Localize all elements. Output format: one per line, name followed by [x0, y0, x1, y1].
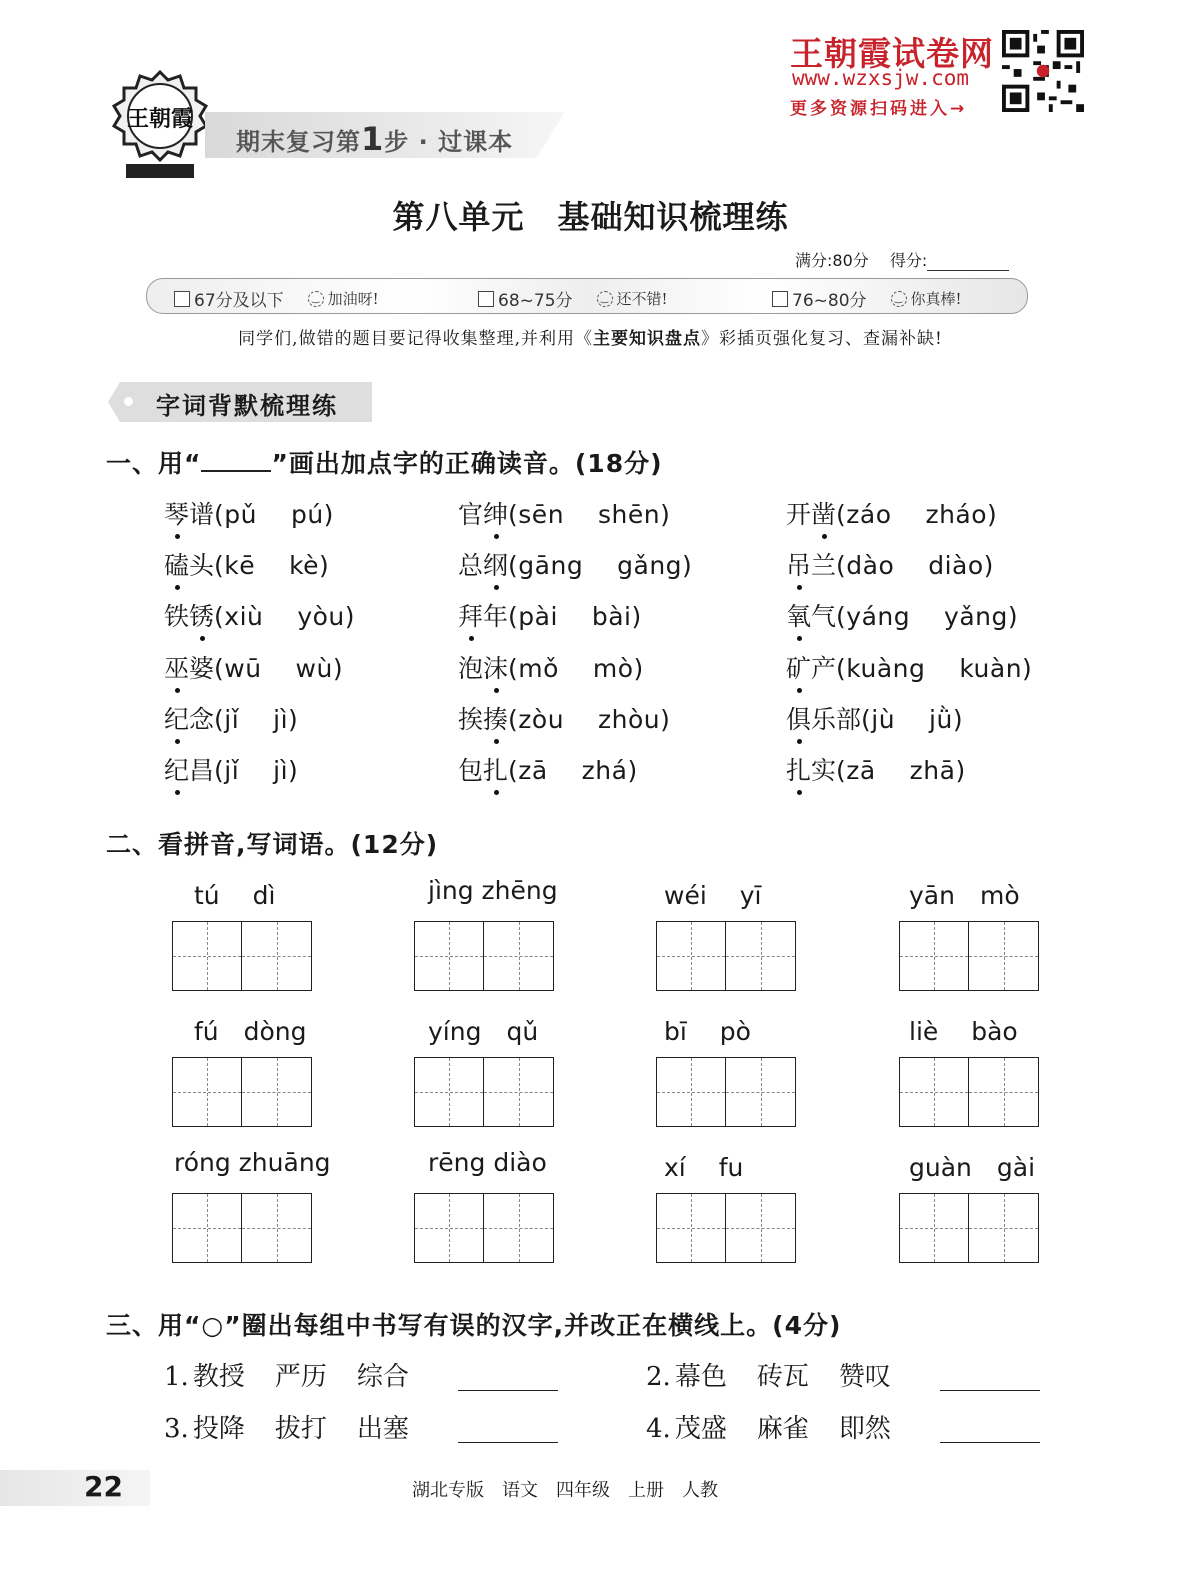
brand-logo-text: 王朝霞 [126, 106, 194, 132]
writing-grid[interactable] [656, 1193, 796, 1263]
pinyin-label: rēng diào [428, 1148, 547, 1177]
pinyin-label: jìng zhēng [428, 876, 558, 905]
reading-item: 挨揍(zòu zhòu) [458, 705, 671, 734]
pinyin-label: wéi yī [664, 881, 762, 910]
writing-grid[interactable] [414, 1057, 554, 1127]
pinyin-options[interactable]: (dào diào) [836, 551, 994, 580]
pinyin-options[interactable]: (zā zhá) [508, 756, 638, 785]
word-option[interactable]: 茂盛 [674, 1414, 727, 1444]
tian-zi-cell[interactable] [484, 1193, 554, 1263]
dotted-char: 琴 [164, 500, 190, 529]
correction-group: 1. 教授 严历 综合 [164, 1362, 409, 1392]
word-option[interactable]: 即然 [838, 1414, 891, 1444]
pinyin-label: yíng qǔ [428, 1017, 539, 1046]
tian-zi-cell[interactable] [484, 1057, 554, 1127]
writing-grid[interactable] [414, 1193, 554, 1263]
pinyin-label: yān mò [909, 881, 1020, 910]
reading-item: 开凿(záo zháo) [786, 500, 998, 529]
reading-item: 氧气(yáng yǎng) [786, 602, 1019, 631]
tian-zi-cell[interactable] [484, 921, 554, 991]
reading-item: 泡沫(mǒ mò) [458, 654, 644, 683]
reading-item: 扎实(zā zhā) [786, 756, 966, 785]
writing-grid[interactable] [899, 921, 1039, 991]
score-label: 得分: [889, 251, 928, 270]
tian-zi-cell[interactable] [242, 1057, 312, 1127]
pinyin-options[interactable]: (gāng gǎng) [508, 551, 693, 580]
answer-line[interactable] [940, 1442, 1040, 1443]
underline-sample [201, 448, 271, 472]
tian-zi-cell[interactable] [656, 1193, 726, 1263]
answer-line[interactable] [458, 1442, 558, 1443]
pinyin-options[interactable]: (kē kè) [214, 551, 330, 580]
tian-zi-cell[interactable] [899, 921, 969, 991]
reading-item: 吊兰(dào diào) [786, 551, 994, 580]
word-option[interactable]: 麻雀 [756, 1414, 809, 1444]
tian-zi-cell[interactable] [656, 921, 726, 991]
site-name: 王朝霞试卷网 [790, 34, 994, 73]
correction-group: 2. 幕色 砖瓦 赞叹 [646, 1362, 891, 1392]
pinyin-options[interactable]: (wū wù) [214, 654, 344, 683]
site-scan-hint: 更多资源扫码进入→ [790, 99, 968, 119]
score-level-2: 68~75分 ‿ 还不错! [478, 286, 668, 311]
pinyin-options[interactable]: (pài bài) [508, 602, 642, 631]
tian-zi-cell[interactable] [242, 921, 312, 991]
reading-item: 巫婆(wū wù) [164, 654, 344, 683]
face-icon: ‿ [891, 291, 907, 307]
answer-line[interactable] [940, 1390, 1040, 1391]
score-line [795, 248, 1009, 271]
brand-logo-badge [108, 70, 212, 180]
pinyin-label: tú dì [194, 881, 276, 910]
writing-grid[interactable] [172, 1193, 312, 1263]
pinyin-options[interactable]: (yáng yǎng) [836, 602, 1019, 631]
page-number: 22 [84, 1470, 123, 1503]
pinyin-options[interactable]: (jǐ jì) [214, 705, 299, 734]
dotted-char: 沫 [483, 654, 509, 683]
question-1-title: 一、用“ ”画出加点字的正确读音。(18分) [106, 449, 663, 478]
qr-code-icon[interactable] [1002, 30, 1084, 112]
word-option[interactable]: 幕色 [674, 1362, 727, 1392]
answer-line[interactable] [458, 1390, 558, 1391]
pinyin-label: fú dòng [194, 1017, 307, 1046]
writing-grid[interactable] [656, 1057, 796, 1127]
pinyin-options[interactable]: (xiù yòu) [214, 602, 356, 631]
unit-title: 第八单元 基础知识梳理练 [392, 198, 789, 236]
score-level-3: 76~80分 ‿ 你真棒! [772, 286, 962, 311]
word-option[interactable]: 拔打 [274, 1414, 327, 1444]
word-option[interactable]: 赞叹 [838, 1362, 891, 1392]
dotted-char: 拜 [458, 602, 484, 631]
pinyin-label: bī pò [664, 1017, 751, 1046]
reading-item: 琴谱(pǔ pú) [164, 500, 334, 529]
writing-grid[interactable] [656, 921, 796, 991]
face-icon: ‿ [308, 291, 324, 307]
reading-item: 铁锈(xiù yòu) [164, 602, 356, 631]
tian-zi-cell[interactable] [414, 1057, 484, 1127]
tian-zi-cell[interactable] [414, 1193, 484, 1263]
checkbox-icon[interactable] [174, 291, 190, 307]
full-score: 满分:80分 [795, 251, 869, 270]
reading-item: 纪念(jǐ jì) [164, 705, 299, 734]
writing-grid[interactable] [172, 921, 312, 991]
tian-zi-cell[interactable] [172, 921, 242, 991]
dotted-char: 揍 [483, 705, 509, 734]
pinyin-options[interactable]: (kuàng kuàn) [836, 654, 1033, 683]
pinyin-options[interactable]: (sēn shēn) [508, 500, 671, 529]
score-blank[interactable] [927, 254, 1009, 271]
tian-zi-cell[interactable] [242, 1193, 312, 1263]
review-notice: 同学们,做错的题目要记得收集整理,并利用《主要知识盘点》彩插页强化复习、查漏补缺! [238, 329, 943, 349]
tian-zi-cell[interactable] [969, 1193, 1039, 1263]
dotted-char: 绅 [483, 500, 509, 529]
pinyin-options[interactable]: (pǔ pú) [214, 500, 334, 529]
question-3-title: 三、用“○”圈出每组中书写有误的汉字,并改正在横线上。(4分) [106, 1311, 842, 1340]
pinyin-label: liè bào [909, 1017, 1018, 1046]
pinyin-options[interactable]: (zā zhā) [836, 756, 966, 785]
word-option[interactable]: 砖瓦 [756, 1362, 809, 1392]
tian-zi-cell[interactable] [172, 1057, 242, 1127]
tian-zi-cell[interactable] [726, 1057, 796, 1127]
dotted-char: 纪 [164, 705, 190, 734]
word-option[interactable]: 出塞 [356, 1414, 409, 1444]
dotted-char: 俱 [786, 705, 812, 734]
tian-zi-cell[interactable] [899, 1057, 969, 1127]
dotted-char: 扎 [483, 756, 509, 785]
tian-zi-cell[interactable] [726, 921, 796, 991]
writing-grid[interactable] [899, 1193, 1039, 1263]
pinyin-options[interactable]: (jǐ jì) [214, 756, 299, 785]
correction-group: 4. 茂盛 麻雀 即然 [646, 1414, 891, 1444]
tian-zi-cell[interactable] [172, 1193, 242, 1263]
reading-item: 磕头(kē kè) [164, 551, 330, 580]
tian-zi-cell[interactable] [969, 1057, 1039, 1127]
tian-zi-cell[interactable] [969, 921, 1039, 991]
pinyin-options[interactable]: (jù jǜ) [861, 705, 964, 734]
writing-grid[interactable] [899, 1057, 1039, 1127]
face-icon: ‿ [597, 291, 613, 307]
correction-group: 3. 投降 拔打 出塞 [164, 1414, 409, 1444]
tag-hole-icon [124, 397, 133, 406]
section-title: 字词背默梳理练 [156, 392, 338, 420]
score-level-1: 67分及以下 ‿ 加油呀! [174, 286, 379, 311]
word-option[interactable]: 投降 [192, 1414, 245, 1444]
dotted-char: 矿 [786, 654, 812, 683]
tian-zi-cell[interactable] [726, 1193, 796, 1263]
word-option[interactable]: 教授 [192, 1362, 245, 1392]
dotted-char: 巫 [164, 654, 190, 683]
reading-item: 官绅(sēn shēn) [458, 500, 671, 529]
writing-grid[interactable] [172, 1057, 312, 1127]
dotted-char: 氧 [786, 602, 812, 631]
reading-item: 纪昌(jǐ jì) [164, 756, 299, 785]
tian-zi-cell[interactable] [414, 921, 484, 991]
reading-item: 俱乐部(jù jǜ) [786, 705, 964, 734]
question-2-title: 二、看拼音,写词语。(12分) [106, 830, 439, 859]
dotted-char: 扎 [786, 756, 812, 785]
dotted-char: 凿 [811, 500, 837, 529]
reading-item: 包扎(zā zhá) [458, 756, 638, 785]
word-option[interactable]: 综合 [356, 1362, 409, 1392]
pinyin-options[interactable]: (záo zháo) [836, 500, 998, 529]
dotted-char: 磕 [164, 551, 190, 580]
checkbox-icon[interactable] [772, 291, 788, 307]
pinyin-label: guàn gài [909, 1153, 1036, 1182]
writing-grid[interactable] [414, 921, 554, 991]
dotted-char: 纲 [483, 551, 509, 580]
pinyin-options[interactable]: (zòu zhòu) [508, 705, 671, 734]
reading-item: 拜年(pài bài) [458, 602, 642, 631]
reading-item: 矿产(kuàng kuàn) [786, 654, 1033, 683]
reading-item: 总纲(gāng gǎng) [458, 551, 693, 580]
dotted-char: 吊 [786, 551, 812, 580]
review-banner-text: 期末复习第1步 · 过课本 [236, 120, 514, 158]
page-number-bg [0, 1470, 150, 1506]
pinyin-options[interactable]: (mǒ mò) [508, 654, 644, 683]
footer-edition: 湖北专版 语文 四年级 上册 人教 [412, 1480, 718, 1501]
site-url[interactable]: www.wzxsjw.com [792, 66, 970, 90]
pinyin-label: róng zhuāng [174, 1148, 331, 1177]
word-option[interactable]: 严历 [274, 1362, 327, 1392]
tian-zi-cell[interactable] [656, 1057, 726, 1127]
pinyin-label: xí fu [664, 1153, 744, 1182]
dotted-char: 纪 [164, 756, 190, 785]
checkbox-icon[interactable] [478, 291, 494, 307]
dotted-char: 锈 [189, 602, 215, 631]
tian-zi-cell[interactable] [899, 1193, 969, 1263]
